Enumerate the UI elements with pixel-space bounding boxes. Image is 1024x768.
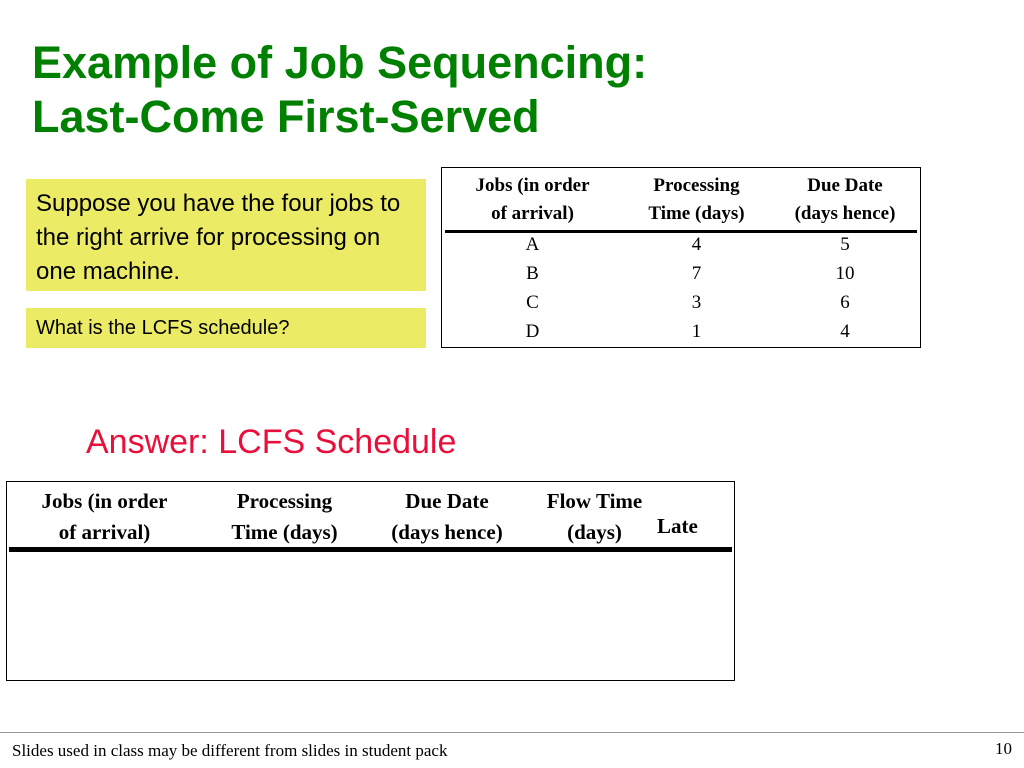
header-text: Processing bbox=[236, 489, 333, 513]
answer-header-processing bbox=[207, 486, 362, 548]
slide-title-line2: Last-Come First-Served bbox=[32, 91, 540, 142]
header-text: (days) bbox=[567, 520, 622, 544]
question-note: What is the LCFS schedule? bbox=[26, 308, 426, 348]
table-cell: 7 bbox=[691, 263, 702, 284]
header-text: Due Date bbox=[405, 489, 489, 513]
slide-title bbox=[32, 36, 647, 144]
header-text: Time (days) bbox=[648, 203, 745, 224]
table-cell: 1 bbox=[691, 321, 702, 342]
jobs-table-header-processing bbox=[624, 172, 769, 228]
header-text: Processing bbox=[653, 175, 740, 196]
header-text: Flow Time bbox=[546, 489, 643, 513]
header-text: Due Date bbox=[807, 175, 883, 196]
table-cell: 6 bbox=[840, 292, 850, 313]
header-text: Time (days) bbox=[231, 520, 338, 544]
answer-header-job bbox=[17, 486, 192, 548]
header-text: (days hence) bbox=[391, 520, 503, 544]
slide-title-line1: Example of Job Sequencing: bbox=[32, 37, 648, 88]
intro-note: Suppose you have the four jobs to the right arrive for processing on one machine. bbox=[26, 179, 426, 291]
header-text: of arrival) bbox=[58, 520, 151, 544]
jobs-table bbox=[441, 167, 921, 348]
table-cell: B bbox=[526, 263, 539, 284]
header-text: Jobs (in order bbox=[475, 175, 590, 196]
header-text: (days hence) bbox=[794, 203, 896, 224]
table-cell: 10 bbox=[835, 263, 855, 284]
page-number: 10 bbox=[995, 739, 1012, 758]
table-cell: C bbox=[526, 292, 539, 313]
footer-text: Slides used in class may be different from slides in student pack bbox=[12, 741, 448, 760]
table-cell: D bbox=[525, 321, 540, 342]
answer-table-header-rule bbox=[9, 547, 732, 552]
answer-header-flow bbox=[532, 486, 657, 548]
table-cell: 4 bbox=[840, 321, 850, 342]
answer-header-late: Late bbox=[657, 514, 698, 538]
answer-header-due bbox=[372, 486, 522, 548]
table-cell: 4 bbox=[691, 234, 702, 255]
table-cell: A bbox=[525, 234, 540, 255]
table-cell: 5 bbox=[840, 234, 850, 255]
header-text: Jobs (in order bbox=[41, 489, 168, 513]
jobs-table-header-due bbox=[775, 172, 915, 228]
jobs-table-header-job bbox=[450, 172, 615, 228]
table-cell: 3 bbox=[691, 292, 702, 313]
footer-divider bbox=[0, 732, 1024, 733]
answer-heading: Answer: LCFS Schedule bbox=[86, 423, 457, 461]
header-text: of arrival) bbox=[491, 203, 574, 224]
answer-table bbox=[6, 481, 735, 681]
